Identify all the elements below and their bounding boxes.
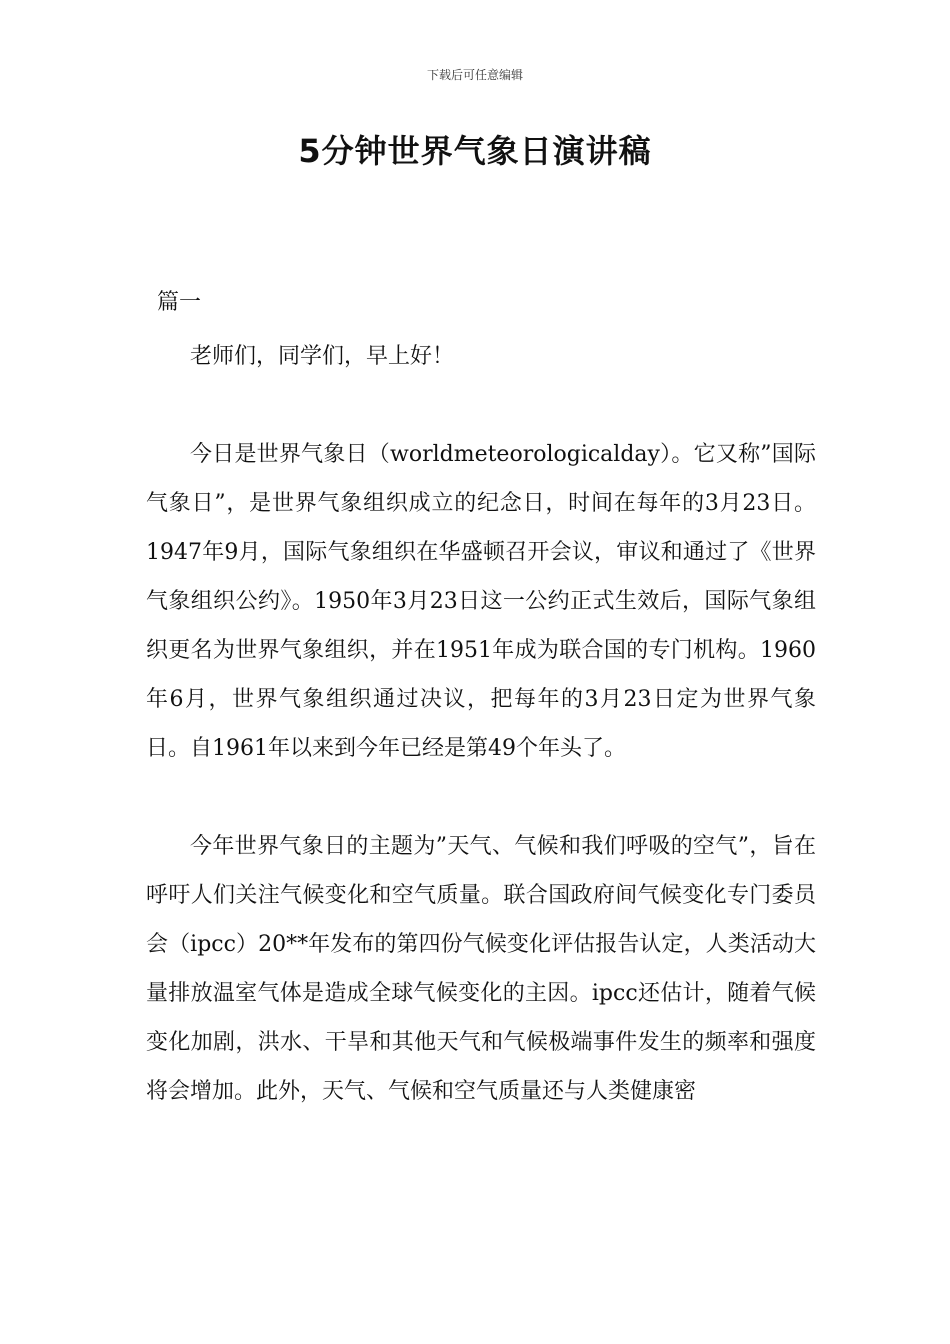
- paragraph-gap: [146, 773, 816, 822]
- body-paragraph: 今年世界气象日的主题为”天气、气候和我们呼吸的空气”，旨在呼吁人们关注气候变化和空气质量。联合国政府间气候变化专门委员会（ipcc）20**年发布的第四份气候变化评估报告认定，人类活动大量排放温室气体是造成全球气候变化的主因。ipcc还估计，随着气候变化加剧，洪水、干旱和其他天气和气候极端事件发生的频率和强度将会增加。此外，天气、气候和空气质量还与人类健康密: [146, 834, 816, 1104]
- greeting-paragraph: 老师们，同学们，早上好！: [190, 344, 455, 369]
- header-note: 下载后可任意编辑: [426, 68, 523, 82]
- document-title: 5分钟世界气象日演讲稿: [298, 132, 652, 170]
- section-label: 篇一: [157, 290, 202, 315]
- paragraph-gap: [146, 381, 816, 430]
- document-body: [146, 332, 816, 1116]
- body-paragraph: 今日是世界气象日（worldmeteorologicalday）。它又称”国际气象日”，是世界气象组织成立的纪念日，时间在每年的3月23日。1947年9月，国际气象组织在华盛顿召开会议，审议和通过了《世界气象组织公约》。1950年3月23日这一公约正式生效后，国际气象组织更名为世界气象组织，并在1951年成为联合国的专门机构。1960年6月，世界气象组织通过决议，把每年的3月23日定为世界气象日。自1961年以来到今年已经是第49个年头了。: [146, 442, 816, 761]
